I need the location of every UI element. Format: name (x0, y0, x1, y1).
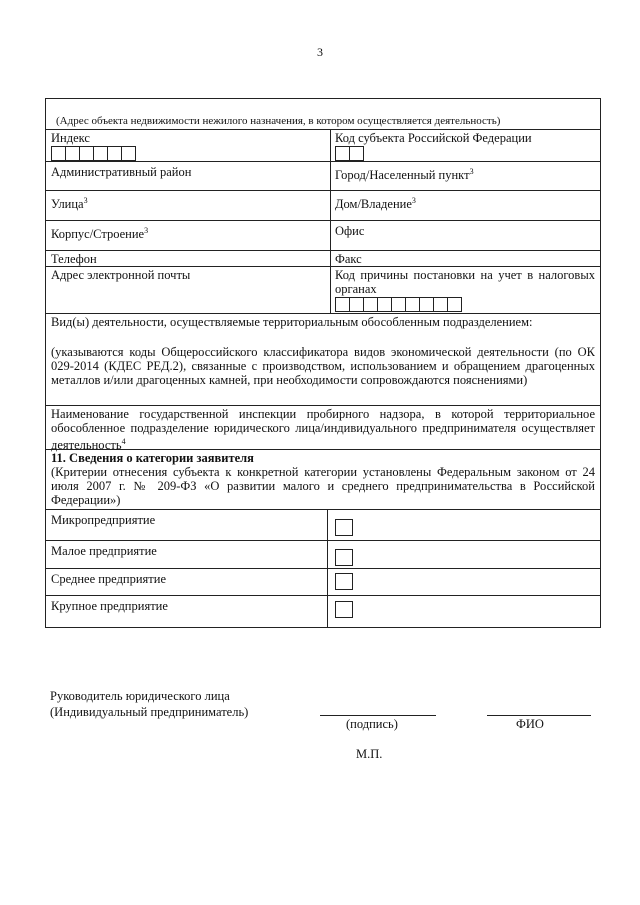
phone-label: Телефон (51, 252, 97, 266)
name-caption: ФИО (516, 717, 544, 731)
office-label: Офис (335, 224, 365, 238)
page-number: 3 (317, 45, 323, 59)
row-phone (46, 250, 600, 266)
signature-caption: (подпись) (346, 717, 398, 731)
row-activities (46, 313, 600, 405)
row-district (46, 161, 600, 190)
signature-line[interactable] (320, 715, 436, 716)
index-label: Индекс (51, 131, 90, 145)
category-row (46, 595, 600, 627)
kpp-label: Код причины постановки на учет в налоговых органах (335, 268, 595, 296)
email-label: Адрес электронной почты (51, 268, 191, 282)
row-index (46, 129, 600, 161)
checkbox-small[interactable] (335, 549, 353, 566)
region-code-boxes[interactable] (335, 146, 595, 161)
building-footnote: 3 (144, 226, 149, 235)
branch-info-form (45, 98, 601, 628)
signature-block (50, 688, 248, 720)
house-footnote: 3 (411, 196, 416, 205)
index-boxes[interactable] (51, 146, 325, 161)
column-divider-top (330, 129, 331, 313)
city-footnote: 3 (469, 167, 474, 176)
signatory-title: Руководитель юридического лица (50, 689, 230, 703)
signatory-subtitle: (Индивидуальный предприниматель) (50, 705, 249, 719)
row-email (46, 266, 600, 313)
row-building (46, 220, 600, 250)
address-header: (Адрес объекта недвижимости нежилого назначения, в котором осуществляется деятельность) (56, 115, 501, 127)
category-label-small: Малое предприятие (51, 544, 157, 558)
admin-district-label: Административный район (51, 165, 192, 179)
region-code-label: Код субъекта Российской Федерации (335, 131, 532, 145)
column-divider-bottom (327, 509, 328, 627)
category-label-medium: Среднее предприятие (51, 572, 167, 586)
fax-label: Факс (335, 252, 362, 266)
category-label-large: Крупное предприятие (51, 599, 168, 613)
section11-note: (Критерии отнесения субъекта к конкретной категории установлены Федеральным законом от 24 июля 2007 г. № 209-ФЗ «О развитии малого и среднего предпринимательства в Российской Федерации») (51, 465, 595, 507)
house-label: Дом/Владение$^3$ (335, 196, 416, 212)
checkbox-large[interactable] (335, 601, 353, 618)
checkbox-medium[interactable] (335, 573, 353, 590)
street-footnote: 3 (83, 196, 88, 205)
category-row (46, 509, 600, 540)
category-label-micro: Микропредприятие (51, 513, 156, 527)
activities-title: Вид(ы) деятельности, осуществляемые территориальным обособленным подразделением: (51, 315, 533, 329)
building-label: Корпус/Строение$^3$ (51, 226, 149, 242)
stamp-label: М.П. (356, 747, 383, 761)
name-line[interactable] (487, 715, 591, 716)
row-street (46, 190, 600, 220)
section11-title: 11. Сведения о категории заявителя (51, 451, 254, 465)
row-section11 (46, 449, 600, 509)
street-label: Улица$^3$ (51, 196, 88, 212)
category-row (46, 568, 600, 595)
category-row (46, 540, 600, 568)
inspection-text: Наименование государственной инспекции пробирного надзора, в которой территориальное обособленное подразделение юридического лица/индивидуального предпринимателя осуществляет деятельность$^4$ (51, 407, 595, 453)
inspection-footnote: 4 (121, 437, 126, 446)
activities-note: (указываются коды Общероссийского классификатора видов экономической деятельности (по ОК 029-2014 (КДЕС РЕД.2), связанные с производством, использованием и обращением драгоценных металлов и/или драгоценных камней, при необходимости сопровождаются пояснениями) (51, 345, 595, 387)
row-inspection (46, 405, 600, 453)
city-label: Город/Населенный пункт$^3$ (335, 167, 474, 183)
checkbox-micro[interactable] (335, 519, 353, 536)
kpp-boxes[interactable] (335, 297, 595, 312)
